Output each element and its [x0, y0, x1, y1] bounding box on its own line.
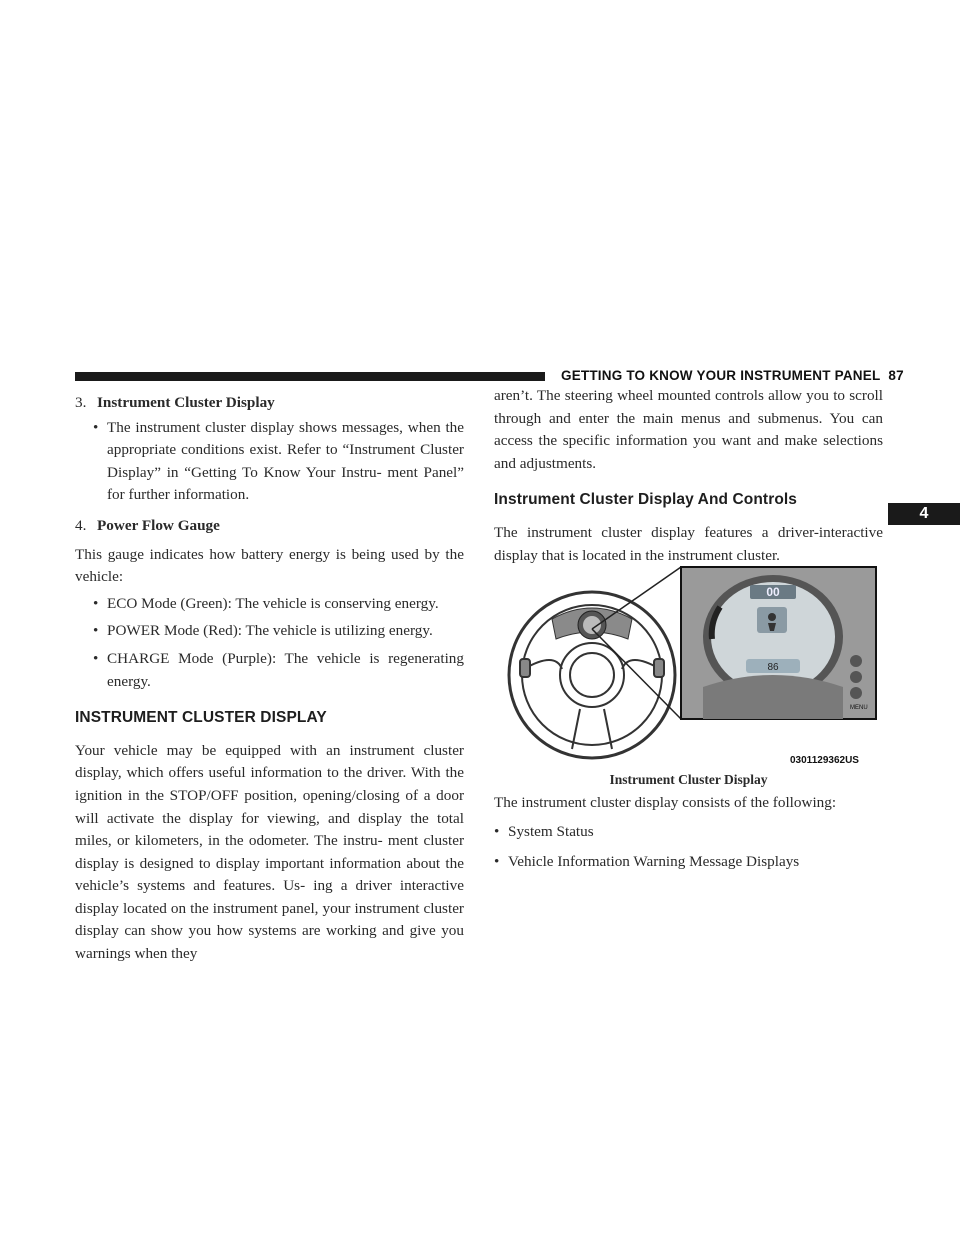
bullet-icon: • — [93, 418, 99, 436]
numbered-item-4 — [75, 515, 464, 538]
mode-item — [93, 648, 464, 693]
intro-paragraph: The instrument cluster display features a driver-interactive display that is located in the instrument cluster. — [494, 523, 883, 564]
right-column-lower — [494, 792, 883, 879]
body-paragraph: Your vehicle may be equipped with an instrument cluster display, which offers useful information to the driver. With the ignition in the STOP/OFF position, opening/closing of a door will activate the display for viewing, and display the total miles, or kilometers, in the odometer. The instru- ment cluster display is designed to display important information about the vehicle’s systems and features. Us- ing a driver interactive display located on the instrument panel, your instrument cluster display can show you how systems are working and give you warnings when they — [75, 741, 464, 963]
item-title: Instrument Cluster Display — [97, 394, 275, 411]
continued-paragraph: aren’t. The steering wheel mounted controls allow you to scroll through and enter the main menus and submenus. You can access the specific information you want and make selections and adjustments. — [494, 387, 883, 472]
running-header — [561, 368, 904, 383]
mode-item — [93, 593, 464, 616]
section-title: GETTING TO KNOW YOUR INSTRUMENT PANEL — [561, 368, 881, 383]
bullet-icon: • — [93, 594, 99, 612]
list-item-text: Vehicle Information Warning Message Displays — [508, 853, 800, 871]
chapter-tab: 4 — [888, 503, 960, 525]
list-item-text: System Status — [508, 822, 594, 840]
bullet-icon: • — [93, 622, 99, 640]
mode-text: CHARGE Mode (Purple): The vehicle is regenerating energy. — [107, 649, 464, 690]
list-item — [494, 821, 883, 844]
item-number: 4. — [75, 516, 87, 534]
mode-item — [93, 620, 464, 643]
mode-text: ECO Mode (Green): The vehicle is conserving energy. — [107, 594, 439, 612]
item-title: Power Flow Gauge — [97, 516, 220, 534]
page-number: 87 — [888, 368, 904, 383]
bullet-icon: • — [494, 822, 500, 840]
section-heading: INSTRUMENT CLUSTER DISPLAY — [75, 709, 327, 727]
list-item — [494, 851, 883, 874]
figure-caption: Instrument Cluster Display — [609, 772, 768, 787]
bullet-icon: • — [494, 853, 500, 871]
bullet-item — [93, 417, 464, 507]
menu-label: MENU — [850, 705, 868, 711]
item-number: 3. — [75, 394, 87, 411]
display-bottom: 86 — [767, 662, 779, 673]
header-rule — [75, 372, 545, 381]
mode-text: POWER Mode (Red): The vehicle is utilizing energy. — [107, 622, 433, 640]
steering-wheel-illustration — [500, 559, 883, 765]
gauge-intro: This gauge indicates how battery energy is being used by the vehicle: — [75, 545, 464, 586]
figure-code: 0301129362US — [790, 755, 859, 766]
consists-paragraph: The instrument cluster display consists of the following: — [494, 794, 837, 811]
numbered-item-3 — [75, 392, 464, 415]
right-column — [494, 385, 883, 567]
small-cluster-icon — [552, 608, 632, 639]
bullet-icon: • — [93, 649, 99, 667]
bullet-text: The instrument cluster display shows messages, when the appropriate conditions exist. Refer to “Instrument Cluster Display” in “Getting To Know Your Instru- ment Panel” for further information. — [107, 418, 464, 504]
left-column — [75, 392, 464, 966]
display-top: 00 — [766, 585, 780, 599]
instrument-cluster-figure — [500, 559, 883, 765]
subsection-heading: Instrument Cluster Display And Controls — [494, 491, 798, 509]
